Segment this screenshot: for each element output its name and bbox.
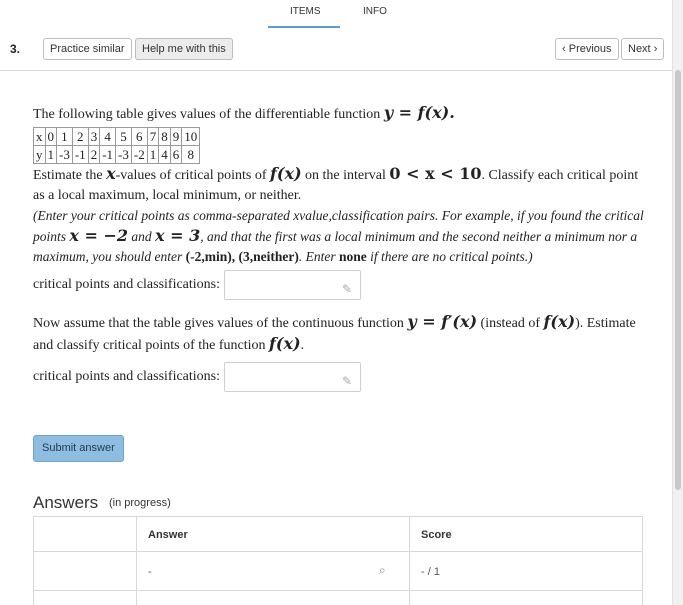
table-cell: 6 [170, 146, 182, 164]
answer-row-1 [33, 270, 653, 300]
table-header-x: x [34, 128, 46, 146]
prompt-text: . Classify each critical point as a local maximum, local minimum, or neither. [33, 168, 639, 203]
table-cell: 8 [159, 128, 171, 146]
table-cell: 5 [116, 128, 132, 146]
table-cell: -1 [100, 146, 116, 164]
instr-text: if there are no critical points.) [370, 249, 533, 264]
tab-items[interactable]: ITEMS [290, 6, 321, 17]
math-fx: f(x) [269, 164, 302, 183]
answer-label-1: critical points and classifications: [33, 277, 221, 292]
table-cell: 7 [147, 128, 159, 146]
score-column-header: Score [421, 529, 452, 541]
page-scrollbar[interactable] [672, 0, 683, 605]
table-cell: 1 [147, 146, 159, 164]
prompt-text: . [300, 338, 305, 353]
table-cell: -1 [72, 146, 88, 164]
table-cell: -2 [131, 146, 147, 164]
answer-row-2 [33, 362, 653, 392]
answer-input-2[interactable] [224, 362, 361, 392]
question-number: 3. [10, 42, 21, 56]
chevron-left-icon: ‹ [562, 43, 566, 55]
math-example-1: x = −2 [69, 226, 129, 245]
answer-input-1[interactable] [224, 270, 361, 300]
column-divider [409, 517, 410, 605]
table-cell: 8 [182, 146, 200, 164]
part1-prompt [33, 164, 653, 206]
instr-text: . Enter [298, 249, 336, 264]
intro-math: y = f(x). [383, 103, 455, 122]
table-cell: 4 [100, 128, 116, 146]
table-row-x [34, 128, 200, 146]
prompt-text: (instead of [480, 316, 541, 331]
previous-button[interactable] [555, 38, 619, 60]
score-cell: - / 1 [421, 566, 440, 578]
table-cell: 1 [57, 128, 73, 146]
table-header-y: y [34, 146, 46, 164]
submit-answer-button[interactable]: Submit answer [33, 435, 124, 462]
table-cell: -3 [116, 146, 132, 164]
table-cell: 0 [45, 128, 57, 146]
math-example-2: x = 3 [155, 226, 201, 245]
prompt-text: Now assume that the table gives values of the continuous function [33, 316, 404, 331]
answers-status: (in progress) [109, 497, 171, 509]
table-cell: 3 [88, 128, 100, 146]
part2-prompt [33, 312, 653, 356]
intro-text: The following table gives values of the differentiable function [33, 107, 381, 122]
instr-example: (-2,min), (3,neither) [185, 249, 299, 264]
table-cell: -3 [57, 146, 73, 164]
math-interval: 0 < x < 10 [389, 164, 482, 183]
table-cell: 2 [72, 128, 88, 146]
column-divider [136, 517, 137, 605]
table-row-y [34, 146, 200, 164]
pencil-icon: ✎ [341, 374, 353, 388]
values-table [33, 127, 200, 164]
top-tabs [0, 0, 683, 28]
header-divider [0, 70, 672, 71]
problem-body [33, 103, 653, 392]
row-divider [34, 590, 642, 591]
answer-cell: - [148, 566, 152, 578]
next-label: Next [628, 43, 651, 55]
math-fprime: y = f′(x) [407, 312, 478, 331]
active-tab-indicator [268, 26, 340, 28]
table-cell: 9 [170, 128, 182, 146]
prompt-text: ). Estimate and classify critical points of the function [33, 316, 636, 353]
problem-intro [33, 103, 653, 125]
row-divider [34, 551, 642, 552]
answer-column-header: Answer [148, 529, 188, 541]
math-x: x [106, 164, 116, 183]
instr-text: (Enter your critical points as comma-separated xvalue,classification pairs. For example, if you found the critical points [33, 208, 644, 244]
math-fx: f(x) [269, 334, 301, 353]
table-cell: 4 [159, 146, 171, 164]
part1-instructions [33, 206, 653, 267]
table-cell: 1 [45, 146, 57, 164]
answer-label-2: critical points and classifications: [33, 369, 221, 384]
previous-label: Previous [568, 43, 612, 55]
pencil-icon: ✎ [341, 282, 353, 296]
prompt-text: -values of critical points of [115, 168, 267, 183]
help-me-button[interactable]: Help me with this [135, 38, 233, 60]
table-cell: 10 [182, 128, 200, 146]
instr-text: and [131, 229, 152, 244]
chevron-right-icon: › [653, 43, 658, 55]
tab-info[interactable]: INFO [363, 6, 387, 17]
prompt-text: on the interval [305, 168, 386, 183]
scrollbar-thumb[interactable] [675, 70, 681, 490]
table-cell: 6 [131, 128, 147, 146]
answers-table [33, 516, 643, 605]
table-cell: 2 [88, 146, 100, 164]
instr-none: none [338, 249, 367, 264]
eye-icon[interactable]: ⌕ [379, 563, 386, 577]
instr-text: , and that the first was a local minimum and the second neither a minimum nor a maximum, you should enter [33, 229, 638, 264]
answers-title: Answers [33, 493, 99, 512]
prompt-text: Estimate the [33, 168, 103, 183]
math-fx: f(x) [543, 312, 576, 331]
next-button[interactable] [621, 38, 664, 60]
practice-similar-button[interactable]: Practice similar [43, 38, 132, 60]
